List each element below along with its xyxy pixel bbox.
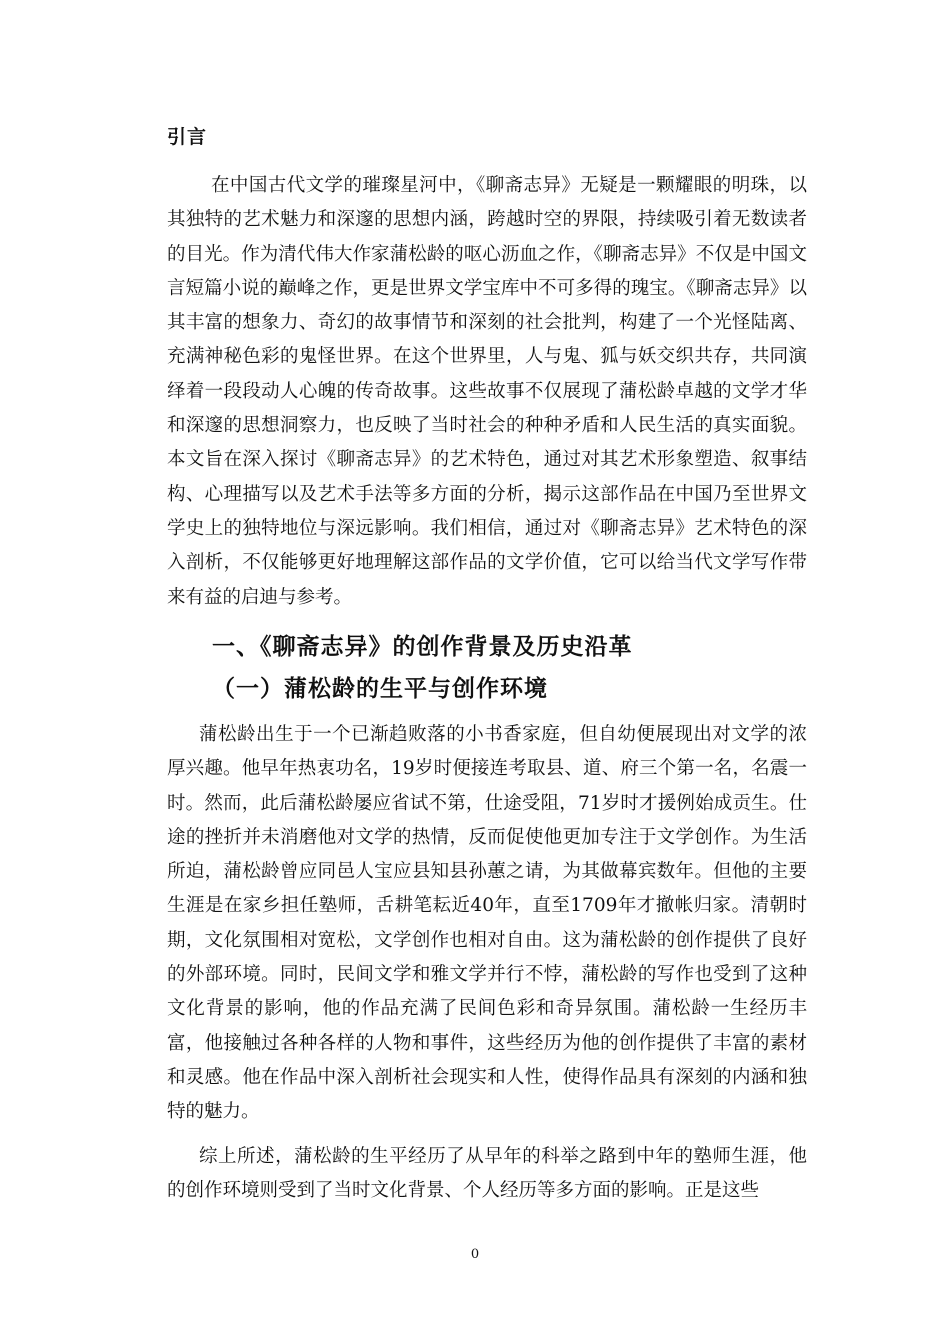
subsection-heading: （一）蒲松龄的生平与创作环境: [212, 675, 548, 702]
page-number: 0: [470, 1247, 480, 1262]
intro-paragraph: 在中国古代文学的璀璨星河中，《聊斋志异》无疑是一颗耀眼的明珠，以其独特的艺术魅力和深邃的思想内涵，跨越时空的界限，持续吸引着无数读者的目光。作为清代伟大作家蒲松龄的呕心沥血之作，《聊斋志异》不仅是中国文言短篇小说的巅峰之作，更是世界文学宝库中不可多得的瑰宝。《聊斋志异》以其丰富的想象力、奇幻的故事情节和深刻的社会批判，构建了一个光怪陆离、充满神秘色彩的鬼怪世界。在这个世界里，人与鬼、狐与妖交织共存，共同演绎着一段段动人心魄的传奇故事。这些故事不仅展现了蒲松龄卓越的文学才华和深邃的思想洞察力，也反映了当时社会的种种矛盾和人民生活的真实面貌。本文旨在深入探讨《聊斋志异》的艺术特色，通过对其艺术形象塑造、叙事结构、心理描写以及艺术手法等多方面的分析，揭示这部作品在中国乃至世界文学史上的独特地位与深远影响。我们相信，通过对《聊斋志异》艺术特色的深入剖析，不仅能够更好地理解这部作品的文学价值，它可以给当代文学写作带来有益的启迪与参考。: [167, 175, 807, 608]
summary-paragraph: 综上所述，蒲松龄的生平经历了从早年的科举之路到中年的塾师生涯，他的创作环境则受到了当时文化背景、个人经历等多方面的影响。正是这些: [167, 1146, 807, 1202]
biography-paragraph: 蒲松龄出生于一个已渐趋败落的小书香家庭，但自幼便展现出对文学的浓厚兴趣。他早年热衷功名，19岁时便接连考取县、道、府三个第一名，名震一时。然而，此后蒲松龄屡应省试不第，仕途受阻，71岁时才援例始成贡生。仕途的挫折并未消磨他对文学的热情，反而促使他更加专注于文学创作。为生活所迫，蒲松龄曾应同邑人宝应县知县孙蕙之请，为其做幕宾数年。但他的主要生涯是在家乡担任塾师，舌耕笔耘近40年，直至1709年才撤帐归家。清朝时期，文化氛围相对宽松，文学创作也相对自由。这为蒲松龄的创作提供了良好的外部环境。同时，民间文学和雅文学并行不悖，蒲松龄的写作也受到了这种文化背景的影响，他的作品充满了民间色彩和奇异氛围。蒲松龄一生经历丰富，他接触过各种各样的人物和事件，这些经历为他的创作提供了丰富的素材和灵感。他在作品中深入剖析社会现实和人性，使得作品具有深刻的内涵和独特的魅力。: [167, 724, 807, 1123]
section-heading: 一、《聊斋志异》的创作背景及历史沿革: [212, 633, 633, 660]
intro-heading: 引言: [167, 126, 208, 148]
